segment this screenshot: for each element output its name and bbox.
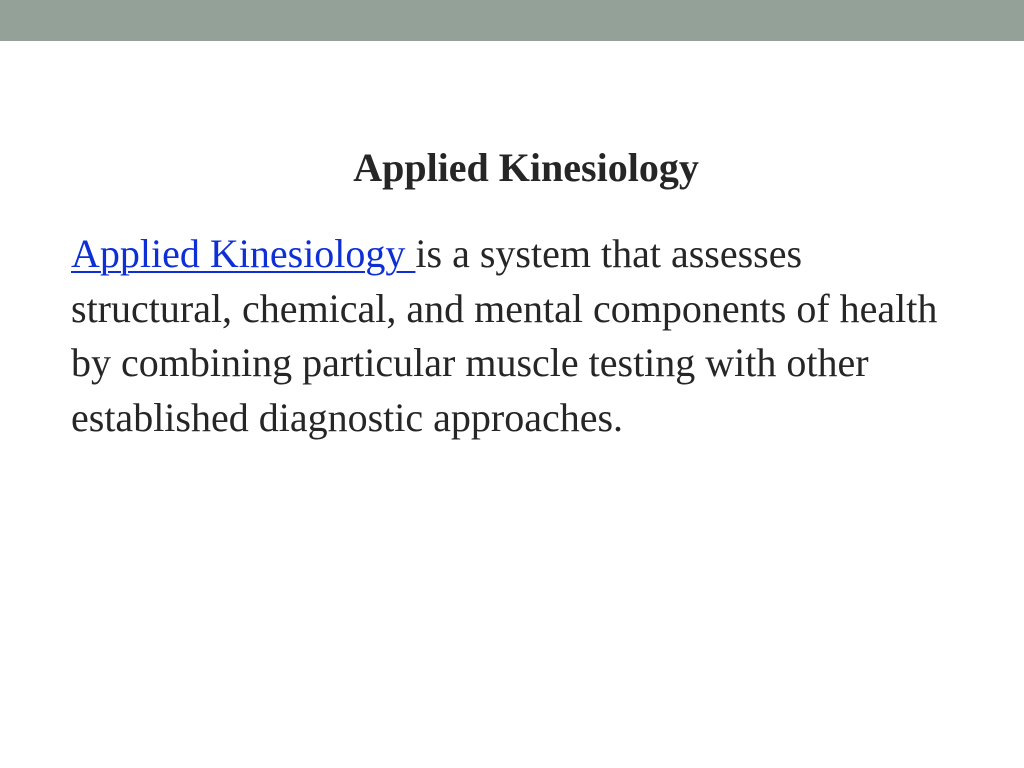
applied-kinesiology-link[interactable]: Applied Kinesiology: [71, 231, 416, 276]
body-text: is a system that assesses structural, chemical, and mental components of health by combining particular muscle testing with other established diagnostic approaches.: [71, 231, 938, 440]
top-accent-band: [0, 0, 1024, 41]
slide-title: Applied Kinesiology: [353, 145, 699, 190]
body-paragraph: [71, 227, 941, 445]
